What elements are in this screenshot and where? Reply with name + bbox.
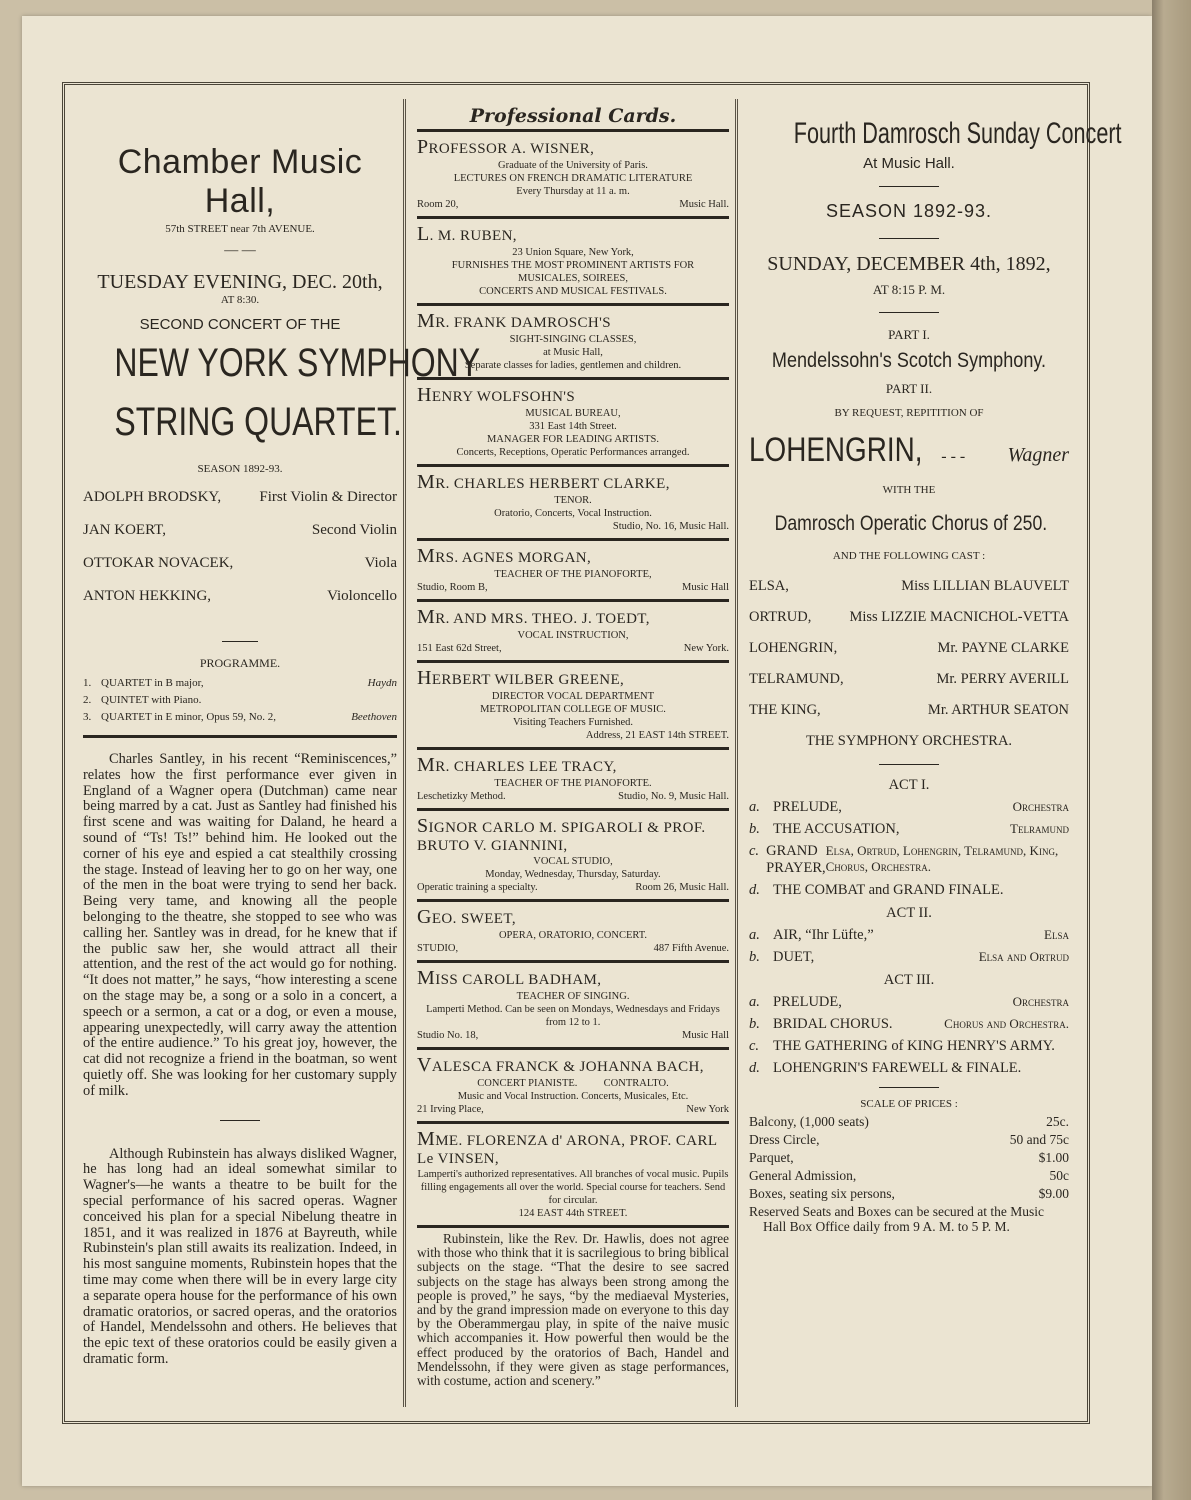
short-rule xyxy=(879,186,939,187)
season-label: SEASON 1892-93. xyxy=(197,463,283,475)
opera-composer: Wagner xyxy=(1007,444,1069,466)
card-list xyxy=(417,132,732,1228)
professional-card xyxy=(417,219,729,306)
programme-title: PROGRAMME. xyxy=(199,656,281,670)
card-line: VOCAL INSTRUCTION, xyxy=(517,630,629,641)
concert-number: SECOND CONCERT OF THE xyxy=(139,316,341,333)
section-rule xyxy=(83,735,397,738)
card-name: GEO. SWEET, xyxy=(417,906,516,928)
programme-item: 2. QUINTET with Piano. xyxy=(83,694,202,706)
card-name: MME. FLORENZA d' ARONA, PROF. CARL Le VINSEN, xyxy=(417,1128,717,1167)
professional-card xyxy=(417,750,729,811)
card-line: METROPOLITAN COLLEGE OF MUSIC. xyxy=(480,704,666,715)
professional-card xyxy=(417,602,729,663)
card-footer: Leschetizky Method. Studio, No. 9, Music Hall. xyxy=(417,791,729,802)
card-line: VOCAL STUDIO, xyxy=(533,856,613,867)
professional-card xyxy=(417,132,729,219)
card-footer: Room 20, Music Hall. xyxy=(417,199,729,210)
bordered-frame xyxy=(62,82,1122,1424)
price-list xyxy=(749,1114,1069,1202)
concert-title: Fourth Damrosch Sunday Concert xyxy=(793,117,1122,150)
card-line: Monday, Wednesday, Thursday, Saturday. xyxy=(485,869,661,880)
card-line: 124 EAST 44th STREET. xyxy=(518,1208,628,1219)
opera-title: LOHENGRIN, xyxy=(749,431,923,469)
programme-item: 1. QUARTET in B major, Haydn xyxy=(83,677,397,689)
professional-card xyxy=(417,811,729,902)
concert-date: SUNDAY, DECEMBER 4th, 1892, xyxy=(767,253,1051,275)
short-rule xyxy=(879,1087,939,1088)
card-line: Lamperti Method. Can be seen on Mondays, Wednesdays and Fridays from 12 to 1. xyxy=(426,1004,723,1028)
act-item: c. GRAND PRAYER, Elsa, Ortrud, Lohengrin, Telramund, King, Chorus, Orchestra. xyxy=(749,843,1059,876)
programme-list xyxy=(83,677,397,723)
card-footer: Studio, Room B, Music Hall xyxy=(417,582,729,593)
card-name: MRS. AGNES MORGAN, xyxy=(417,545,592,567)
card-name: MR. CHARLES LEE TRACY, xyxy=(417,754,617,776)
column-divider xyxy=(403,99,406,1407)
card-line: Lamperti's authorized representatives. All branches of vocal music. Pupils filling engagements all over the world. Special course for teachers. Send for circular. xyxy=(417,1169,732,1206)
act-item: c. THE GATHERING of KING HENRY'S ARMY. xyxy=(749,1038,1055,1054)
performer-row: JAN KOERT, Second Violin xyxy=(83,522,397,538)
request-note: BY REQUEST, REPITITION OF xyxy=(834,407,984,419)
concert-date: TUESDAY EVENING, DEC. 20th, xyxy=(97,271,383,293)
rubinstein-theatre-note: Although Rubinstein has always disliked Wagner, he has long had an ideal somewhat similar to Wagner's—he wants a theatre to be built for the special performance of his sacred operas. Wagner conceived his plan for a special Nibelung theatre in 1851, and it was realized in 1876 at Bayreuth, while Rubinstein's plan still awaits its realization. Indeed, in his most sanguine moments, Rubinstein hopes that the time may come when there will be in every large city a separate opera house for the performance of his own dramatic oratorios, or sacred operas, and the oratorios of Handel, Mendelssohn and others. He believes that the epic text of these oratorios could be easily given a dramatic form. xyxy=(83,1145,397,1367)
performer-row: ANTON HEKKING, Violoncello xyxy=(83,588,397,604)
price-row: Boxes, seating six persons, $9.00 xyxy=(749,1186,1069,1201)
card-line: TENOR. xyxy=(554,495,592,506)
card-name: SIGNOR CARLO M. SPIGAROLI & PROF. BRUTO V. GIANNINI, xyxy=(417,815,706,854)
act-item: a. PRELUDE, Orchestra xyxy=(749,799,1069,815)
cast-list xyxy=(749,578,1069,719)
short-rule xyxy=(879,764,939,765)
ensemble-name-line1: NEW YORK SYMPHONY xyxy=(114,341,481,385)
act-title: ACT II. xyxy=(886,905,932,921)
cast-row: TELRAMUND, Mr. PERRY AVERILL xyxy=(749,671,1069,687)
act-item: b. THE ACCUSATION, Telramund xyxy=(749,821,1069,837)
card-name: PROFESSOR A. WISNER, xyxy=(417,136,595,158)
professional-card xyxy=(417,663,729,750)
cards-heading: Professional Cards. xyxy=(469,105,677,127)
professional-card xyxy=(417,467,729,541)
professional-card xyxy=(417,306,729,380)
card-name: HENRY WOLFSOHN'S xyxy=(417,384,576,406)
cast-row: ELSA, Miss LILLIAN BLAUVELT xyxy=(749,578,1069,594)
card-line: CONCERT PIANISTE. CONTRALTO. xyxy=(477,1078,669,1089)
short-rule xyxy=(879,312,939,313)
act-item: d. LOHENGRIN'S FAREWELL & FINALE. xyxy=(749,1060,1022,1076)
concert-season: SEASON 1892-93. xyxy=(825,201,993,221)
act-title: ACT III. xyxy=(883,972,935,988)
prices-title: SCALE OF PRICES : xyxy=(860,1098,958,1110)
card-name: MR. CHARLES HERBERT CLARKE, xyxy=(417,471,670,493)
column-divider xyxy=(735,99,738,1407)
card-line: 331 East 14th Street. xyxy=(529,421,617,432)
concert-time: AT 8:15 P. M. xyxy=(872,282,946,297)
performer-list xyxy=(83,489,397,605)
card-name: L. M. RUBEN, xyxy=(417,223,517,245)
card-line: MUSICAL BUREAU, xyxy=(525,408,621,419)
damrosch-concert-column xyxy=(749,105,1122,1401)
card-line: LECTURES ON FRENCH DRAMATIC LITERATURE xyxy=(453,173,693,184)
price-row: Dress Circle, 50 and 75c xyxy=(749,1132,1069,1147)
orchestra-line: THE SYMPHONY ORCHESTRA. xyxy=(805,733,1013,749)
card-line: CONCERTS AND MUSICAL FESTIVALS. xyxy=(479,286,667,297)
card-line: FURNISHES THE MOST PROMINENT ARTISTS FOR xyxy=(451,260,695,271)
card-line: at Music Hall, xyxy=(543,347,603,358)
card-line: TEACHER OF THE PIANOFORTE, xyxy=(494,569,652,580)
card-footer: Address, 21 EAST 14th STREET. xyxy=(585,730,729,741)
card-footer: 21 Irving Place, New York xyxy=(417,1104,729,1115)
card-line: Graduate of the University of Paris. xyxy=(498,160,648,171)
act-item: a. PRELUDE, Orchestra xyxy=(749,994,1069,1010)
professional-card xyxy=(417,541,729,602)
card-name: HERBERT WILBER GREENE, xyxy=(417,667,625,689)
part-one-label: PART I. xyxy=(888,327,930,342)
performer-row: ADOLPH BRODSKY, First Violin & Director xyxy=(83,489,397,505)
concert-time: AT 8:30. xyxy=(220,294,260,306)
venue-address: 57th STREET near 7th AVENUE. xyxy=(165,223,315,235)
concert-venue: At Music Hall. xyxy=(863,155,955,172)
professional-card xyxy=(417,963,729,1050)
opera-dashes: - - - xyxy=(941,448,966,465)
opera-line xyxy=(749,431,1069,470)
page-edge xyxy=(1152,0,1191,1500)
card-line: Concerts, Receptions, Operatic Performances arranged. xyxy=(456,447,690,458)
cast-row: LOHENGRIN, Mr. PAYNE CLARKE xyxy=(749,640,1069,656)
act-item: a. AIR, “Ihr Lüfte,” Elsa xyxy=(749,927,1069,943)
price-row: General Admission, 50c xyxy=(749,1168,1069,1183)
card-line: DIRECTOR VOCAL DEPARTMENT xyxy=(491,691,655,702)
ensemble-name-line2: STRING QUARTET. xyxy=(114,400,402,444)
short-rule xyxy=(879,238,939,239)
card-name: MR. FRANK DAMROSCH'S xyxy=(417,310,611,332)
programme-item: 3. QUARTET in E minor, Opus 59, No. 2, Beethoven xyxy=(83,711,397,723)
card-line: Visiting Teachers Furnished. xyxy=(512,717,634,728)
card-line: SIGHT-SINGING CLASSES, xyxy=(509,334,637,345)
card-line: Oratorio, Concerts, Vocal Instruction. xyxy=(494,508,652,519)
card-footer: Studio No. 18, Music Hall xyxy=(417,1030,729,1041)
professional-card xyxy=(417,1050,729,1124)
card-line: OPERA, ORATORIO, CONCERT. xyxy=(498,930,648,941)
short-rule xyxy=(220,1120,260,1121)
professional-card xyxy=(417,380,729,467)
card-name: MISS CAROLL BADHAM, xyxy=(417,967,602,989)
act-list xyxy=(749,777,1069,1077)
act-item: b. BRIDAL CHORUS. Chorus and Orchestra. xyxy=(749,1016,1069,1032)
card-name: MR. AND MRS. THEO. J. TOEDT, xyxy=(417,606,650,628)
card-line: Every Thursday at 11 a. m. xyxy=(516,186,630,197)
act-title: ACT I. xyxy=(888,777,930,793)
professional-card xyxy=(417,1124,732,1228)
rubinstein-sacred-note: Rubinstein, like the Rev. Dr. Hawlis, does not agree with those who think that it is sacrilegious to bring biblical subjects on the stage. “That the desire to see sacred subjects on the stage has always been strong among the people is proved,” he says, “by the mediaeval Mysteries, and by the grand impression made on everyone to this day by the Oberammergau play, in spite of the naive music which accompanies it. How powerful then would be the effect produced by the oratorios of Bach, Handel and Mendelssohn, if they were given as stage performances, with costume, action and scenery.” xyxy=(417,1231,729,1389)
performer-row: OTTOKAR NOVACEK, Viola xyxy=(83,555,397,571)
short-rule xyxy=(222,641,258,642)
professional-card xyxy=(417,902,729,963)
price-row: Parquet, $1.00 xyxy=(749,1150,1069,1165)
card-line: Separate classes for ladies, gentlemen and children. xyxy=(464,360,682,371)
venue-title: Chamber Music Hall, xyxy=(117,143,363,220)
act-item: d. THE COMBAT and GRAND FINALE. xyxy=(749,882,1004,898)
chorus-name: Damrosch Operatic Chorus of 250. xyxy=(774,512,1048,535)
card-line: MUSICALES, SOIREES, xyxy=(518,273,628,284)
price-row: Balcony, (1,000 seats) 25c. xyxy=(749,1114,1069,1129)
professional-cards-column xyxy=(417,105,732,1401)
part-two-label: PART II. xyxy=(885,381,933,396)
cast-row: ORTRUD, Miss LIZZIE MACNICHOL-VETTA xyxy=(749,609,1069,625)
card-footer: Studio, No. 16, Music Hall. xyxy=(612,521,729,532)
card-footer: 151 East 62d Street, New York. xyxy=(417,643,729,654)
card-footer: Operatic training a specialty. Room 26, Music Hall. xyxy=(417,882,729,893)
act-item: b. DUET, Elsa and Ortrud xyxy=(749,949,1069,965)
card-name: VALESCA FRANCK & JOHANNA BACH, xyxy=(417,1054,704,1076)
cast-row: THE KING, Mr. ARTHUR SEATON xyxy=(749,702,1069,718)
card-footer: STUDIO, 487 Fifth Avenue. xyxy=(417,943,729,954)
with-label: WITH THE xyxy=(882,484,936,496)
cast-intro: AND THE FOLLOWING CAST : xyxy=(832,550,986,562)
card-line: Music and Vocal Instruction. Concerts, Musicales, Etc. xyxy=(457,1091,689,1102)
card-line: TEACHER OF THE PIANOFORTE. xyxy=(494,778,652,789)
santley-anecdote: Charles Santley, in his recent “Reminiscences,” relates how the first performance ever given in England of a Wagner opera (Dutchman) came near being marred by a cat. Just as Santley had finished his first scene and was waiting for Daland, he heard a sound of “Ts! Ts!” behind him. He looked out the corner of his eye and espied a cat stealthily crossing the stage. Instead of leaving her to go on her way, one of the men in the boat were trying to send her back. Being very tame, and knowing all the people belonging to the theatre, she stopped to see who was calling her. Santley was in dread, for he knew that if the public saw her, she would attract all their attention, and the rest of the act would go for nothing. “It does not matter,” he says, “how interesting a scene on the stage may be, a song or a solo in a concert, a speech or a sermon, a cat or a dog, or even a mouse, appearing unexpectedly, will carry away the attention of the entire audience.” To his great joy, however, the cat did not recognize a friend in the boatman, so went quietly off. She was looking for her customary supply of milk. xyxy=(83,751,397,1099)
card-line: TEACHER OF SINGING. xyxy=(516,991,630,1002)
dash-divider: — — xyxy=(224,243,256,258)
reserved-seats-note: Reserved Seats and Boxes can be secured at the Music Hall Box Office daily from 9 A. M. to 5 P. M. xyxy=(749,1204,1045,1234)
card-line: MANAGER FOR LEADING ARTISTS. xyxy=(486,434,660,445)
card-line: 23 Union Square, New York, xyxy=(512,247,634,258)
part-one-work: Mendelssohn's Scotch Symphony. xyxy=(771,349,1047,372)
